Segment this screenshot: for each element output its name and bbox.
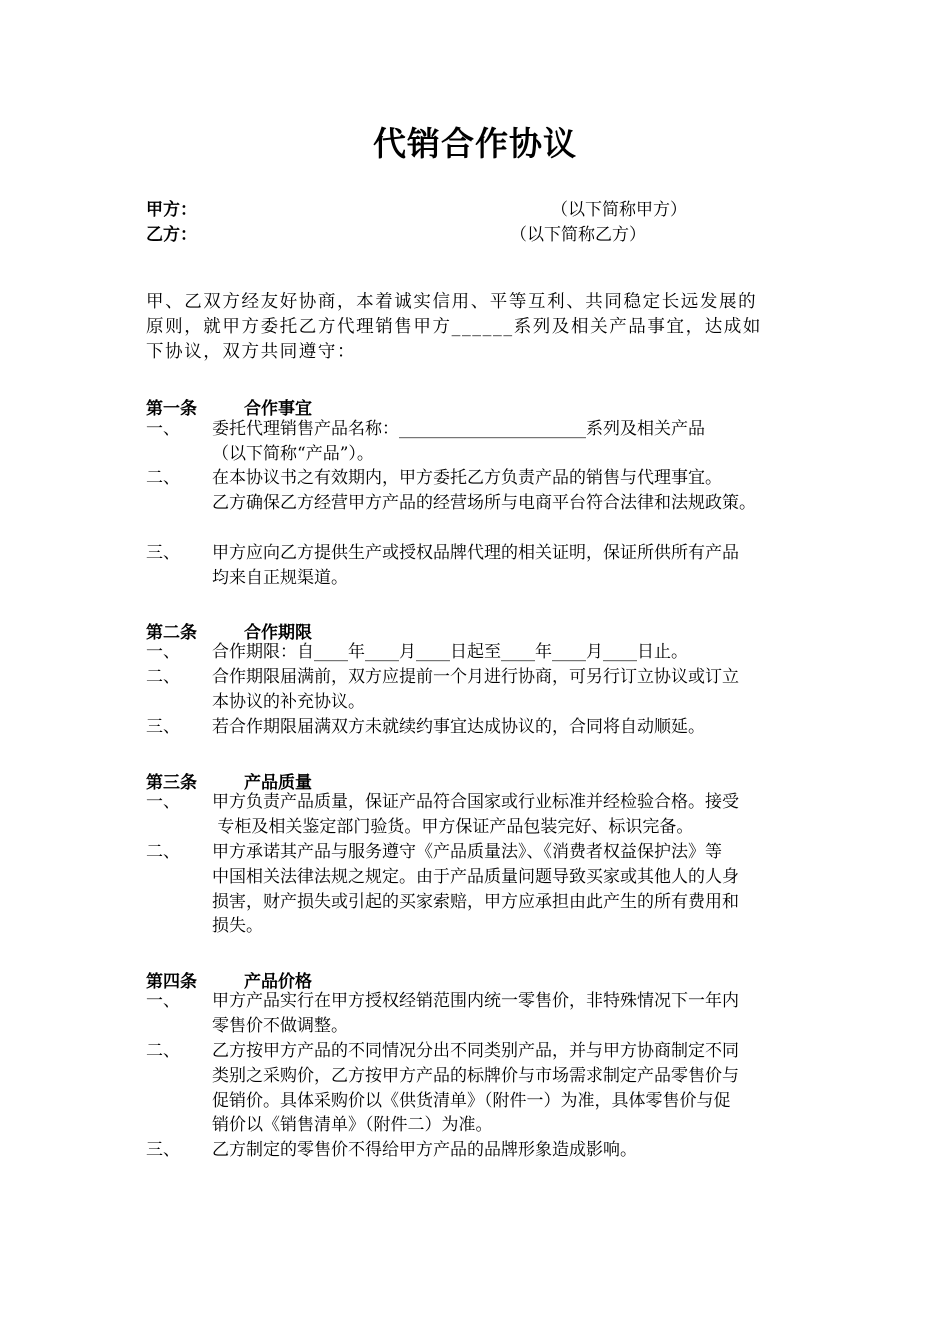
section-number: 第三条 xyxy=(146,773,197,793)
clause-text: 委托代理销售产品名称：______________________系列及相关产品 xyxy=(212,419,705,439)
intro-paragraph xyxy=(146,290,816,365)
clause-text: 乙方制定的零售价不得给甲方产品的品牌形象造成影响。 xyxy=(212,1140,637,1160)
party-a-note: （以下简称甲方） xyxy=(551,200,687,220)
clause-number: 二、 xyxy=(146,667,180,687)
clause-number: 一、 xyxy=(146,792,180,812)
intro-line: 甲、乙双方经友好协商，本着诚实信用、平等互利、共同稳定长远发展的 xyxy=(146,292,758,312)
clause-number: 二、 xyxy=(146,842,180,862)
section-1-heading xyxy=(146,394,312,419)
clause-text: （以下简称“产品”）。 xyxy=(212,443,374,464)
clause-text: 零售价不做调整。 xyxy=(212,1015,348,1036)
clause-text: 甲方承诺其产品与服务遵守《产品质量法》、《消费者权益保护法》等 xyxy=(212,842,722,862)
clause-text: 类别之采购价，乙方按甲方产品的标牌价与市场需求制定产品零售价与 xyxy=(212,1065,739,1086)
clause-text: 甲方应向乙方提供生产或授权品牌代理的相关证明，保证所供所有产品 xyxy=(212,543,739,563)
clause-text: 本协议的补充协议。 xyxy=(212,691,365,712)
clause-text: 均来自正规渠道。 xyxy=(212,567,348,588)
clause-text: 在本协议书之有效期内，甲方委托乙方负责产品的销售与代理事宜。 xyxy=(212,468,722,488)
clause-text: 专柜及相关鉴定部门验货。甲方保证产品包装完好、标识完备。 xyxy=(212,816,694,837)
clause-number: 三、 xyxy=(146,543,180,563)
clause-text: 甲方负责产品质量，保证产品符合国家或行业标准并经检验合格。接受 xyxy=(212,792,739,812)
clause-text: 合作期限：自____年____月____日起至____年____月____日止。 xyxy=(212,642,688,662)
section-title: 合作期限 xyxy=(244,623,312,643)
clause-number: 二、 xyxy=(146,1041,180,1061)
clause-number: 一、 xyxy=(146,642,180,662)
clause-number: 三、 xyxy=(146,717,180,737)
section-title: 合作事宜 xyxy=(244,399,312,419)
clause-text: 甲方产品实行在甲方授权经销范围内统一零售价，非特殊情况下一年内 xyxy=(212,991,739,1011)
document-title: 代销合作协议 xyxy=(373,124,577,163)
intro-line: 原则，就甲方委托乙方代理销售甲方______系列及相关产品事宜，达成如 xyxy=(146,317,762,337)
section-title: 产品质量 xyxy=(244,773,312,793)
clause-text: 销价以《销售清单》（附件二）为准。 xyxy=(212,1115,493,1136)
section-number: 第一条 xyxy=(146,399,197,419)
clause-text: 损害，财产损失或引起的买家索赔，甲方应承担由此产生的所有费用和 xyxy=(212,891,739,912)
clause-text: 乙方确保乙方经营甲方产品的经营场所与电商平台符合法律和法规政策。 xyxy=(212,492,756,513)
clause-number: 一、 xyxy=(146,991,180,1011)
party-a-label: 甲方： xyxy=(146,200,197,220)
party-b-note: （以下简称乙方） xyxy=(510,225,646,245)
intro-line: 下协议，双方共同遵守： xyxy=(146,342,357,362)
clause-number: 二、 xyxy=(146,468,180,488)
clause-text: 损失。 xyxy=(212,916,263,937)
clause-text: 若合作期限届满双方未就续约事宜达成协议的，合同将自动顺延。 xyxy=(212,717,705,737)
party-b-label: 乙方： xyxy=(146,225,197,245)
clause-number: 三、 xyxy=(146,1140,180,1160)
clause-text: 合作期限届满前，双方应提前一个月进行协商，可另行订立协议或订立 xyxy=(212,667,739,687)
clause-number: 一、 xyxy=(146,419,180,439)
section-number: 第四条 xyxy=(146,972,197,992)
section-number: 第二条 xyxy=(146,623,197,643)
clause-text: 中国相关法律法规之规定。由于产品质量问题导致买家或其他人的人身 xyxy=(212,866,739,887)
section-title: 产品价格 xyxy=(244,972,312,992)
clause-text: 乙方按甲方产品的不同情况分出不同类别产品，并与甲方协商制定不同 xyxy=(212,1041,739,1061)
clause-text: 促销价。具体采购价以《供货清单》（附件一）为准，具体零售价与促 xyxy=(212,1090,731,1111)
